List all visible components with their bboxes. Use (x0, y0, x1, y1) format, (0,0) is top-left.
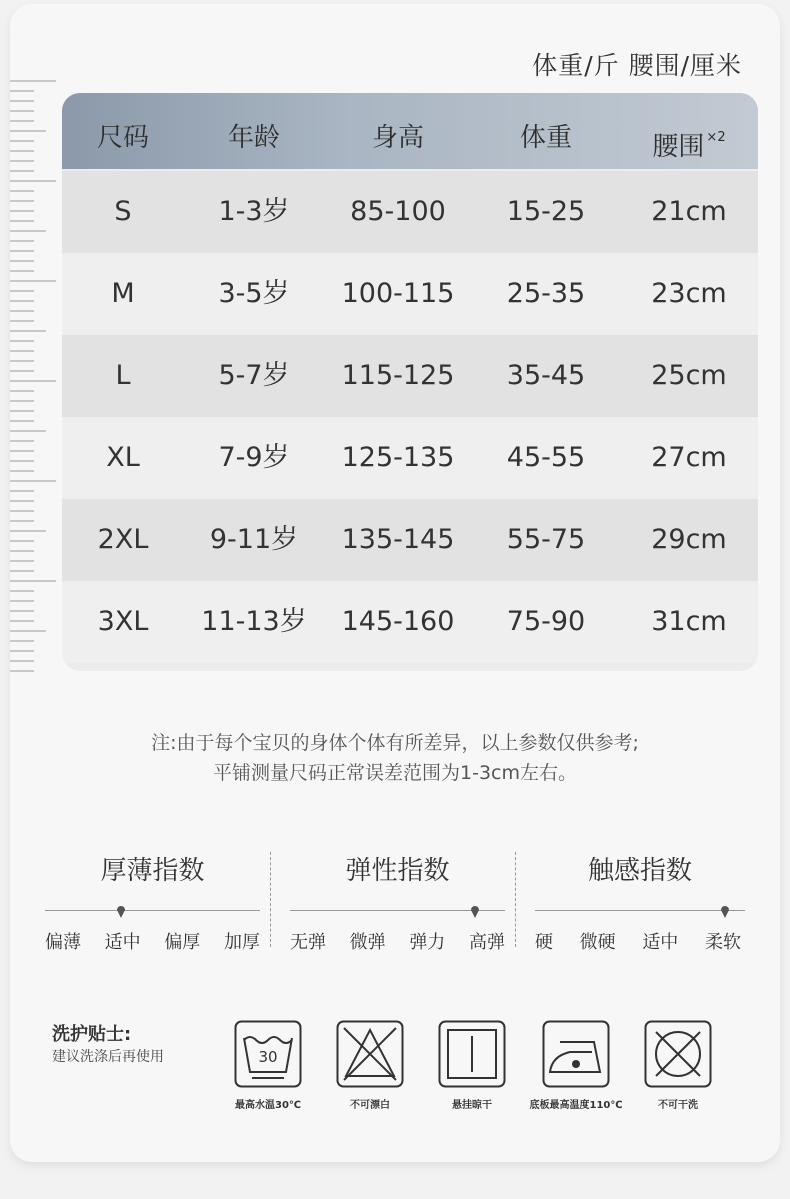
cell-height: 135-145 (341, 524, 455, 555)
cell-weight: 25-35 (506, 278, 586, 309)
softness-index-title: 触感指数 (587, 856, 692, 886)
marker-icon (720, 904, 730, 918)
header-height: 身高 (371, 123, 424, 153)
care-title: 洗护贴士: (52, 1024, 132, 1045)
ruler-tick (10, 550, 34, 552)
option-label: 弹力 (409, 932, 446, 953)
ruler-tick (10, 600, 34, 602)
cell-waist: 31cm (651, 606, 727, 637)
ruler-tick (10, 320, 34, 322)
ruler-tick (10, 530, 46, 532)
option-label: 加厚 (223, 932, 260, 953)
ruler-tick (10, 610, 34, 612)
ruler-tick (10, 140, 34, 142)
ruler-tick (10, 290, 34, 292)
option-label: 适中 (642, 932, 679, 953)
cell-height: 115-125 (341, 360, 455, 391)
ruler-tick (10, 120, 34, 122)
option-label: 微硬 (579, 932, 616, 953)
elasticity-index-title: 弹性指数 (345, 856, 450, 886)
ruler-tick (10, 330, 46, 332)
ruler-tick (10, 340, 34, 342)
ruler-tick (10, 590, 34, 592)
table-row (62, 253, 758, 335)
ruler-tick (10, 360, 34, 362)
option-label: 硬 (535, 932, 553, 953)
ruler-tick (10, 570, 34, 572)
cell-weight: 45-55 (506, 442, 586, 473)
option-label: 偏薄 (45, 932, 81, 953)
ruler-tick (10, 110, 34, 112)
marker-icon (116, 904, 126, 918)
note-line-1: 注:由于每个宝贝的身体个体有所差异，以上参数仅供参考; (151, 732, 639, 754)
option-label: 高弹 (468, 932, 505, 953)
cell-waist: 23cm (651, 278, 727, 309)
ruler-tick (10, 210, 34, 212)
care-label: 不可漂白 (350, 1100, 390, 1111)
option-label: 柔软 (704, 932, 741, 953)
ruler-tick (10, 460, 34, 462)
ruler-tick (10, 230, 46, 232)
ruler-tick (10, 440, 34, 442)
ruler-tick (10, 370, 34, 372)
ruler-tick (10, 430, 46, 432)
cell-age: 9-11岁 (209, 524, 299, 555)
hang-dry-icon (438, 1020, 506, 1088)
cell-height: 145-160 (341, 606, 455, 637)
cell-age: 3-5岁 (218, 278, 290, 309)
ruler-tick (10, 390, 34, 392)
care-label: 悬挂晾干 (452, 1100, 492, 1111)
table-row (62, 581, 758, 663)
ruler-tick (10, 500, 34, 502)
note-line-2: 平铺测量尺码正常误差范围为1-3cm左右。 (213, 762, 577, 784)
ruler-tick (10, 200, 34, 202)
ruler-tick (10, 650, 34, 652)
divider (515, 852, 516, 947)
wash-temp-label: 30 (258, 1048, 278, 1066)
header-size: 尺码 (96, 123, 149, 153)
iron-110-icon (542, 1020, 610, 1088)
ruler-tick (10, 350, 34, 352)
cell-size: M (111, 278, 135, 309)
ruler-tick (10, 540, 34, 542)
cell-age: 1-3岁 (218, 196, 290, 227)
ruler-tick (10, 180, 56, 182)
cell-waist: 25cm (651, 360, 727, 391)
ruler-tick (10, 250, 34, 252)
care-label: 不可干洗 (658, 1100, 698, 1111)
header-age: 年龄 (227, 123, 280, 153)
ruler-tick (10, 160, 34, 162)
cell-size: L (115, 360, 131, 391)
ruler-tick (10, 130, 46, 132)
care-subtitle: 建议洗涤后再使用 (52, 1049, 164, 1065)
cell-weight: 15-25 (506, 196, 586, 227)
ruler-tick (10, 270, 34, 272)
table-row (62, 417, 758, 499)
table-header (62, 93, 758, 169)
softness-index-options (535, 928, 745, 954)
marker-icon (470, 904, 480, 918)
divider (270, 852, 271, 947)
ruler-tick (10, 470, 34, 472)
care-item-dry-clean (628, 1020, 728, 1120)
cell-size: S (114, 196, 132, 227)
header-weight: 体重 (519, 123, 572, 153)
table-row (62, 171, 758, 253)
cell-waist: 29cm (651, 524, 727, 555)
cell-height: 85-100 (350, 196, 446, 227)
ruler-tick (10, 450, 34, 452)
ruler-tick (10, 630, 46, 632)
ruler-tick (10, 660, 34, 662)
ruler-tick (10, 260, 34, 262)
option-label: 无弹 (290, 932, 326, 953)
cell-weight: 55-75 (506, 524, 586, 555)
ruler-tick (10, 670, 34, 672)
ruler-tick (10, 560, 34, 562)
option-label: 偏厚 (164, 932, 201, 953)
cell-age: 11-13岁 (201, 606, 307, 637)
no-bleach-icon (336, 1020, 404, 1088)
ruler-tick (10, 190, 34, 192)
thickness-index-title: 厚薄指数 (100, 856, 205, 886)
ruler-tick (10, 380, 56, 382)
cell-size: XL (106, 442, 140, 473)
ruler-tick (10, 300, 34, 302)
ruler-tick (10, 620, 34, 622)
ruler-tick (10, 580, 56, 582)
ruler-tick (10, 480, 56, 482)
thickness-index (45, 850, 260, 960)
ruler-tick (10, 520, 34, 522)
ruler-tick (10, 170, 34, 172)
ruler-tick (10, 400, 34, 402)
elasticity-index (290, 850, 505, 960)
care-label: 最高水温30℃ (234, 1100, 302, 1111)
ruler-tick (10, 640, 34, 642)
ruler-tick (10, 420, 34, 422)
elasticity-index-options (290, 928, 505, 954)
no-dry-clean-icon (644, 1020, 712, 1088)
ruler-tick (10, 310, 34, 312)
care-label: 底板最高温度110℃ (529, 1100, 623, 1111)
ruler-decoration (10, 80, 60, 680)
softness-index-scale (535, 910, 745, 911)
ruler-tick (10, 150, 34, 152)
size-table (62, 93, 758, 671)
cell-weight: 75-90 (506, 606, 586, 637)
header-waist (620, 93, 758, 169)
option-label: 适中 (104, 932, 141, 953)
cell-age: 5-7岁 (218, 360, 290, 391)
table-row (62, 499, 758, 581)
wash-30-icon (234, 1020, 302, 1088)
option-label: 微弹 (349, 932, 386, 953)
ruler-tick (10, 490, 34, 492)
ruler-tick (10, 220, 34, 222)
cell-waist: 21cm (651, 196, 727, 227)
header-waist-label: 腰围 (652, 132, 705, 162)
ruler-tick (10, 100, 34, 102)
ruler-tick (10, 80, 56, 82)
ruler-tick (10, 410, 34, 412)
table-row (62, 335, 758, 417)
ruler-tick (10, 240, 34, 242)
cell-size: 2XL (97, 524, 149, 555)
thickness-index-scale (45, 910, 260, 911)
softness-index (535, 850, 745, 960)
ruler-tick (10, 280, 56, 282)
cell-size: 3XL (97, 606, 149, 637)
thickness-index-options (45, 928, 260, 954)
ruler-tick (10, 510, 34, 512)
cell-height: 100-115 (341, 278, 455, 309)
cell-height: 125-135 (341, 442, 455, 473)
cell-weight: 35-45 (506, 360, 586, 391)
cell-waist: 27cm (651, 442, 727, 473)
waist-multiplier: ×2 (706, 130, 726, 145)
ruler-tick (10, 90, 34, 92)
cell-age: 7-9岁 (218, 442, 290, 473)
units-note: 体重/斤 腰围/厘米 (532, 51, 742, 80)
